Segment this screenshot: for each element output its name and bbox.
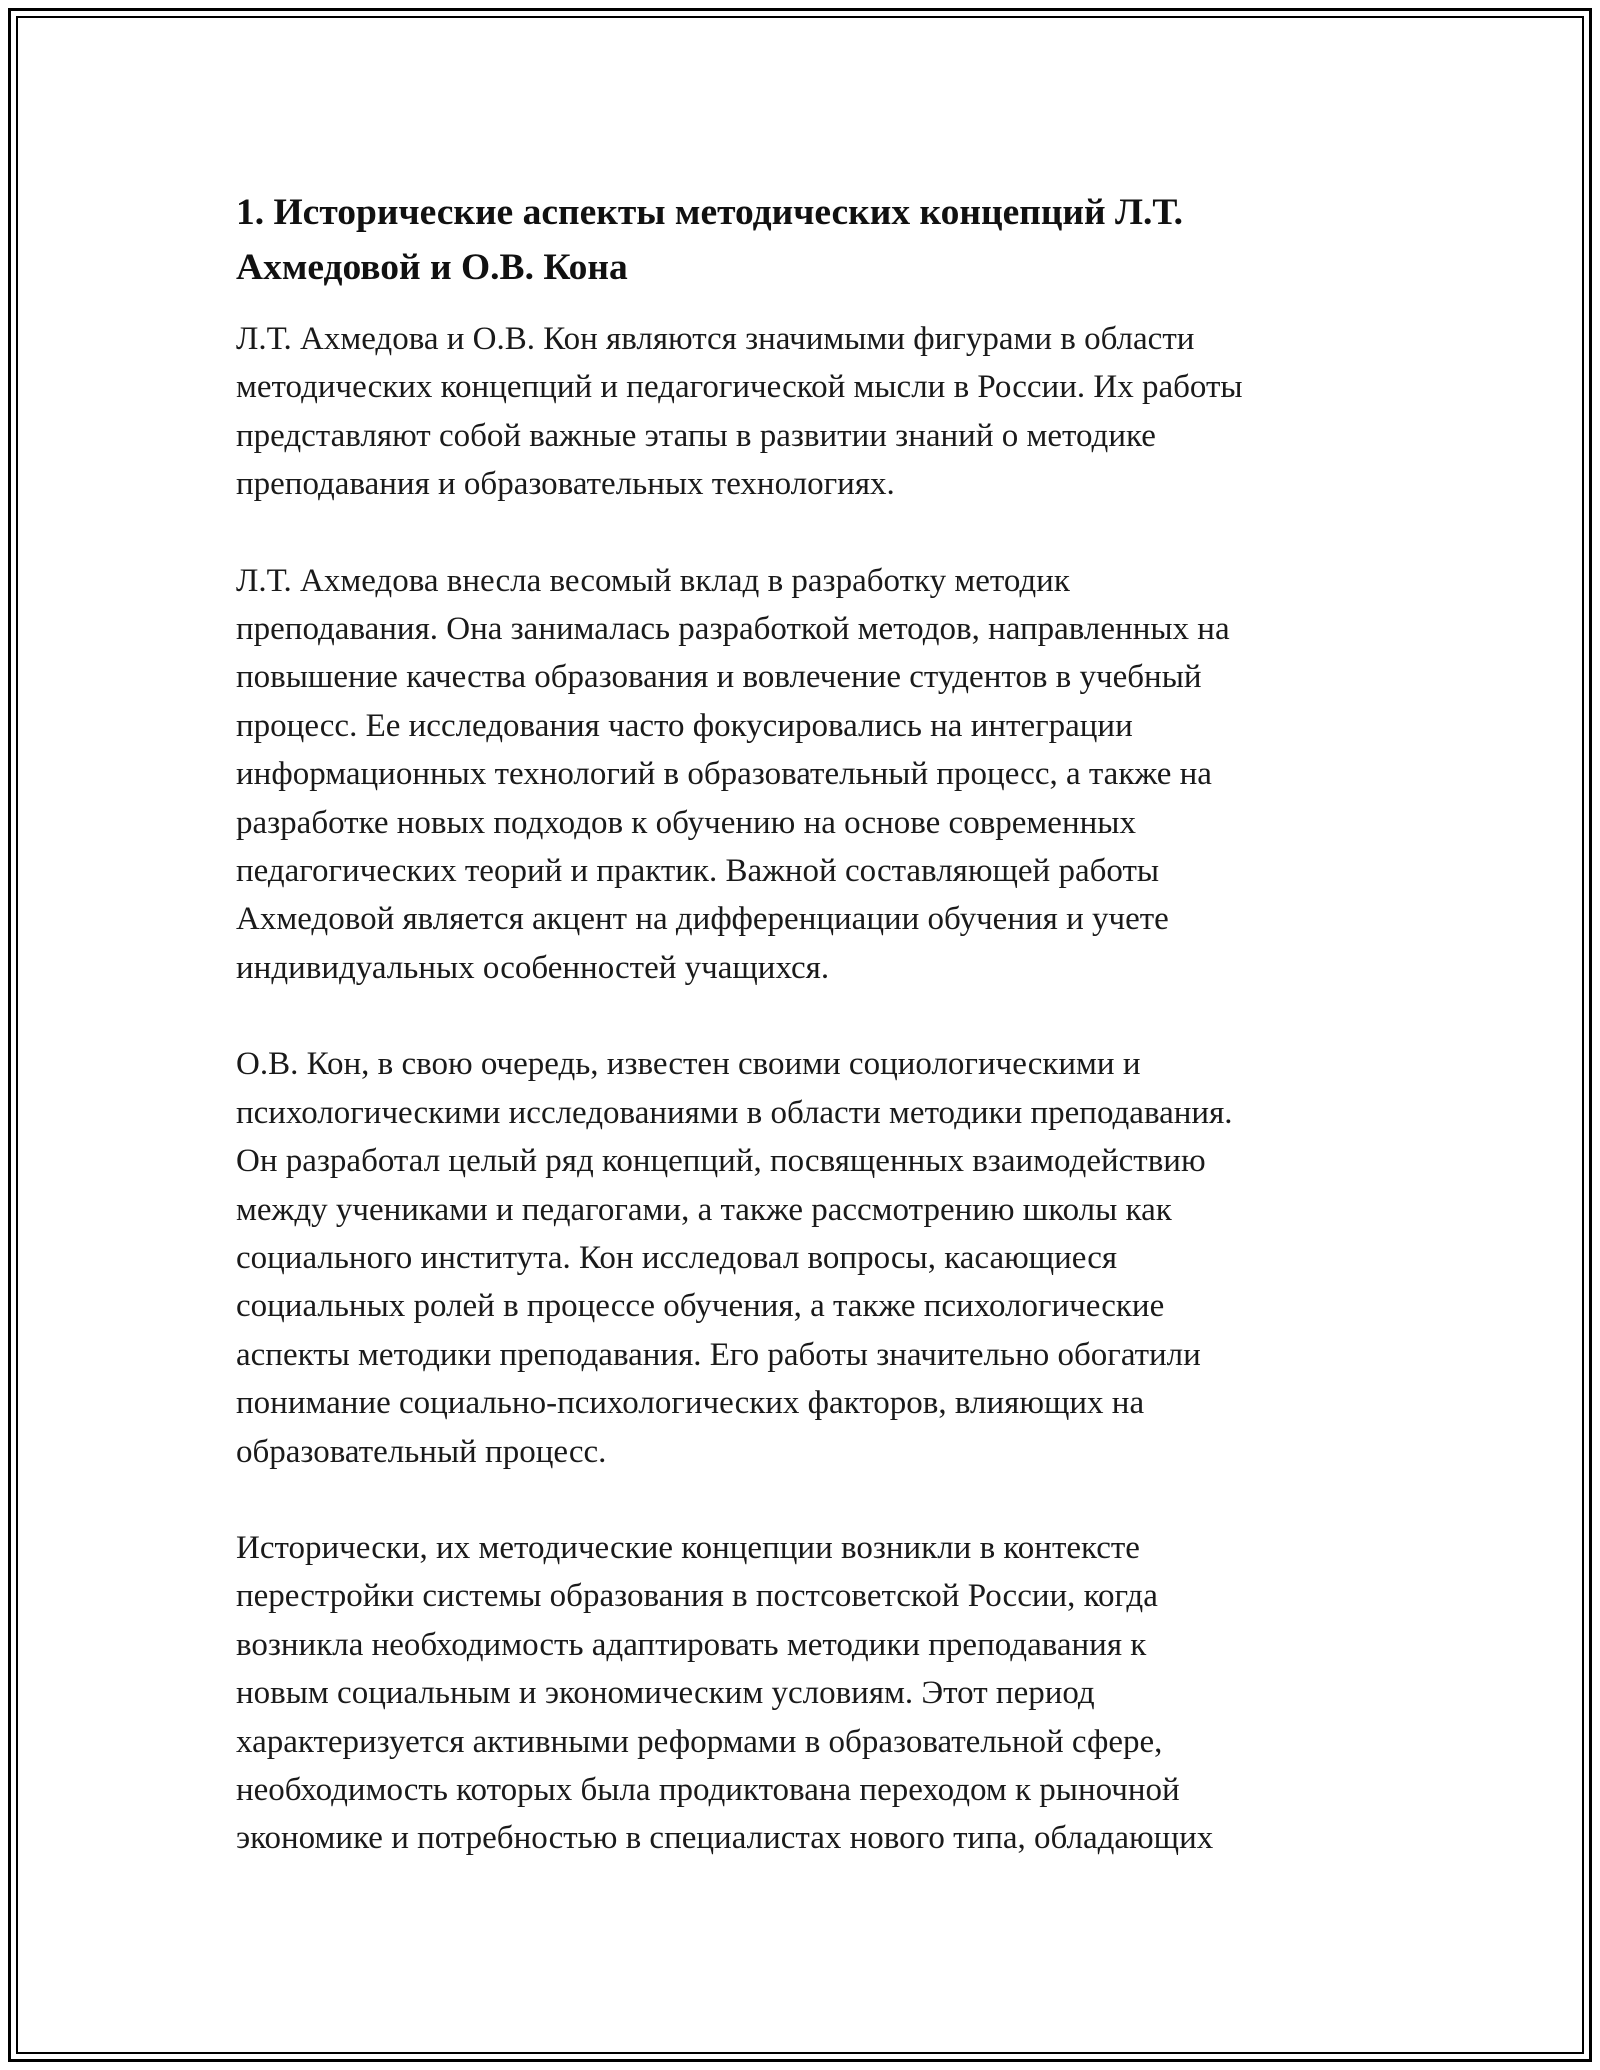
text-line: Он разработал целый ряд концепций, посвященных взаимодействию (236, 1143, 1206, 1180)
text-line: преподавания. Она занималась разработкой методов, направленных на (236, 611, 1230, 648)
text-line: новым социальным и экономическим условиям. Этот период (236, 1675, 1095, 1712)
text-line: представляют собой важные этапы в развитии знаний о методике (236, 417, 1156, 454)
text-line: информационных технологий в образовательный процесс, а также на (236, 756, 1212, 793)
text-line: Л.Т. Ахмедова и О.В. Кон являются значимыми фигурами в области (236, 321, 1195, 357)
section-heading (236, 185, 1366, 295)
text-line: аспекты методики преподавания. Его работы значительно обогатили (236, 1336, 1201, 1373)
paragraph-1 (236, 315, 1366, 509)
text-line: между учениками и педагогами, а также рассмотрению школы как (236, 1191, 1172, 1228)
text-line: Ахмедовой является акцент на дифференциации обучения и учете (236, 901, 1169, 938)
text-line: разработке новых подходов к обучению на основе современных (236, 804, 1136, 841)
text-line: индивидуальных особенностей учащихся. (236, 949, 830, 986)
text-line: педагогических теорий и практик. Важной составляющей работы (236, 853, 1160, 890)
paragraph-4 (236, 1524, 1366, 1863)
paragraph-2 (236, 557, 1366, 993)
text-line: перестройки системы образования в постсоветской России, когда (236, 1578, 1158, 1615)
text-line: экономике и потребностью в специалистах нового типа, обладающих (236, 1820, 1214, 1857)
text-line: процесс. Ее исследования часто фокусировались на интеграции (236, 707, 1133, 744)
text-line: понимание социально-психологических факторов, влияющих на (236, 1385, 1145, 1422)
heading-line: 1. Исторические аспекты методических концепций Л.Т. (236, 192, 1183, 233)
text-line: О.В. Кон, в свою очередь, известен своими социологическими и (236, 1046, 1141, 1083)
text-line: методических концепций и педагогической мысли в России. Их работы (236, 369, 1243, 406)
text-line: социальных ролей в процессе обучения, а также психологические (236, 1288, 1165, 1325)
text-line: психологическими исследованиями в области методики преподавания. (236, 1094, 1233, 1131)
paragraph-3 (236, 1040, 1366, 1476)
text-line: образовательный процесс. (236, 1433, 607, 1470)
text-line: повышение качества образования и вовлечение студентов в учебный (236, 659, 1202, 696)
text-line: характеризуется активными реформами в образовательной сфере, (236, 1723, 1163, 1760)
text-line: возникла необходимость адаптировать методики преподавания к (236, 1626, 1147, 1663)
heading-line: Ахмедовой и О.В. Кона (236, 247, 628, 288)
text-line: социального института. Кон исследовал вопросы, касающиеся (236, 1239, 1118, 1276)
text-line: преподавания и образовательных технологиях. (236, 466, 895, 503)
text-line: Л.Т. Ахмедова внесла весомый вклад в разработку методик (236, 562, 1070, 599)
text-line: необходимость которых была продиктована переходом к рыночной (236, 1771, 1180, 1808)
text-line: Исторически, их методические концепции возникли в контексте (236, 1529, 1140, 1566)
document-page (236, 185, 1366, 1911)
